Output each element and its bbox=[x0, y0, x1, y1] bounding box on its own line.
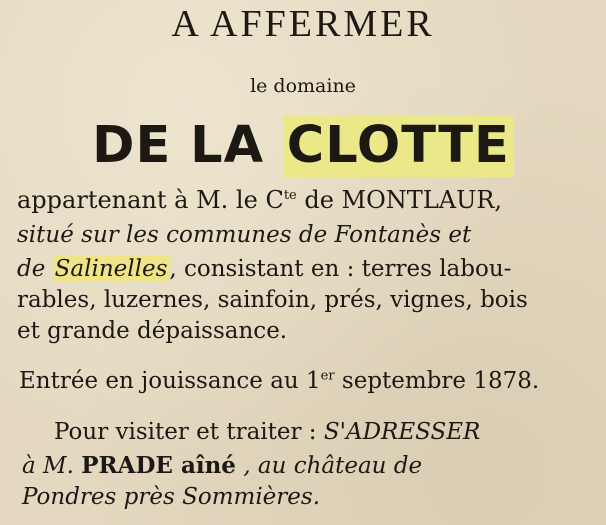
entry-text-b: septembre 1878. bbox=[334, 368, 540, 394]
consist-line bbox=[17, 256, 511, 282]
subtitle: le domaine bbox=[250, 75, 356, 97]
estate-prefix: DE LA bbox=[92, 116, 283, 175]
estate-title bbox=[0, 116, 606, 175]
owner-text-a: appartenant à M. le C bbox=[17, 186, 284, 214]
pasture-line: et grande dépaissance. bbox=[17, 318, 288, 344]
location-line: situé sur les communes de Fontanès et bbox=[17, 222, 472, 248]
agent-name: PRADE aîné bbox=[81, 452, 236, 479]
address-line: Pondres près Sommières. bbox=[22, 484, 321, 510]
estate-name-highlight: CLOTTE bbox=[283, 116, 514, 177]
contact-line bbox=[54, 419, 480, 445]
contact-text-b: S'ADRESSER bbox=[323, 419, 481, 445]
consist-text-b: , consistant en : terres labou- bbox=[169, 256, 512, 282]
owner-text-b: de MONTLAUR, bbox=[296, 186, 503, 214]
agent-line bbox=[22, 452, 422, 479]
owner-sup: te bbox=[283, 188, 297, 203]
entry-text-a: Entrée en jouissance au 1 bbox=[19, 368, 321, 394]
agent-text-b: , au château de bbox=[235, 453, 423, 479]
headline: A AFFERMER bbox=[171, 3, 435, 45]
contact-text-a: Pour visiter et traiter : bbox=[54, 419, 324, 445]
agent-text-a: à M. bbox=[22, 453, 82, 479]
entry-sup: er bbox=[320, 368, 335, 384]
crops-line: rables, luzernes, sainfoin, prés, vignes, bois bbox=[17, 287, 528, 313]
place-highlight: Salinelles bbox=[54, 256, 168, 282]
consist-text-a: de bbox=[17, 256, 53, 282]
owner-line bbox=[17, 186, 502, 214]
entry-line bbox=[19, 368, 539, 394]
